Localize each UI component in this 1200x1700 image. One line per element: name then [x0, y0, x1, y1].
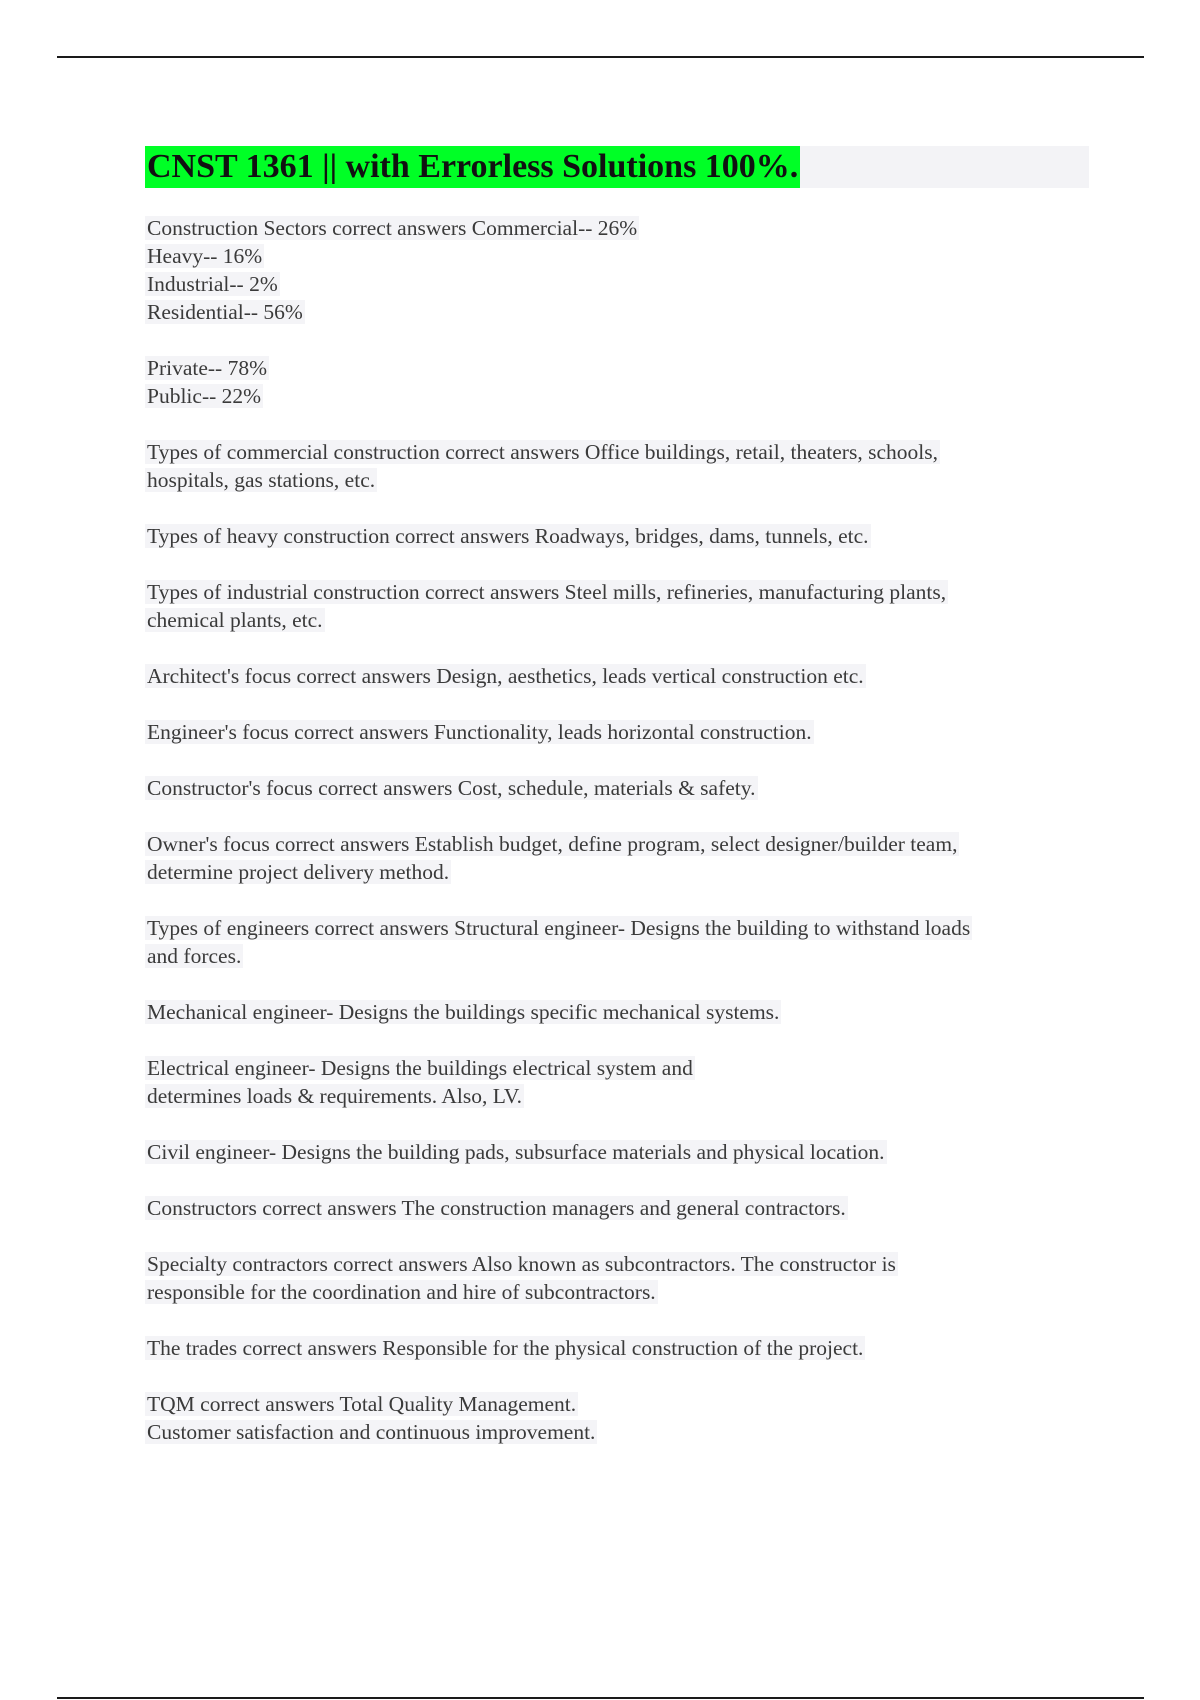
qa-paragraph	[145, 662, 1105, 690]
text-line-content: Public-- 22%	[147, 384, 262, 408]
text-line	[145, 1082, 1105, 1110]
text-line-content: chemical plants, etc.	[147, 608, 323, 632]
text-line	[145, 1194, 1105, 1222]
text-line	[145, 1418, 1105, 1446]
text-line	[145, 214, 1105, 242]
text-line	[145, 242, 1105, 270]
text-line	[145, 354, 1105, 382]
text-line-content: Engineer's focus correct answers Functionality, leads horizontal construction.	[147, 720, 812, 744]
document-body	[145, 214, 1105, 1474]
text-line-content: Mechanical engineer- Designs the buildings specific mechanical systems.	[147, 1000, 780, 1024]
text-line-content: Types of engineers correct answers Structural engineer- Designs the building to withstand loads	[147, 916, 971, 940]
text-line	[145, 858, 1105, 886]
qa-paragraph	[145, 1054, 1105, 1110]
text-line	[145, 942, 1105, 970]
qa-paragraph	[145, 1138, 1105, 1166]
text-line-content: determine project delivery method.	[147, 860, 450, 884]
text-line-content: Customer satisfaction and continuous improvement.	[147, 1420, 596, 1444]
text-line-content: Types of commercial construction correct answers Office buildings, retail, theaters, schools,	[147, 440, 938, 464]
text-line	[145, 662, 1105, 690]
text-line	[145, 522, 1105, 550]
qa-paragraph	[145, 214, 1105, 326]
qa-paragraph	[145, 522, 1105, 550]
top-rule	[57, 56, 1144, 58]
qa-paragraph	[145, 1250, 1105, 1306]
text-line	[145, 606, 1105, 634]
text-line	[145, 1250, 1105, 1278]
text-line-content: Heavy-- 16%	[147, 244, 263, 268]
text-line	[145, 914, 1105, 942]
qa-paragraph	[145, 774, 1105, 802]
text-line-content: Civil engineer- Designs the building pads, subsurface materials and physical location.	[147, 1140, 885, 1164]
text-line-content: and forces.	[147, 944, 242, 968]
text-line-content: determines loads & requirements. Also, LV.	[147, 1084, 523, 1108]
text-line	[145, 1138, 1105, 1166]
text-line-content: Electrical engineer- Designs the buildings electrical system and	[147, 1056, 693, 1080]
qa-paragraph	[145, 718, 1105, 746]
qa-paragraph	[145, 1194, 1105, 1222]
text-line-content: Residential-- 56%	[147, 300, 303, 324]
text-line-content: Types of industrial construction correct answers Steel mills, refineries, manufacturing plants,	[147, 580, 947, 604]
qa-paragraph	[145, 438, 1105, 494]
qa-paragraph	[145, 1390, 1105, 1446]
text-line-content: Construction Sectors correct answers Commercial-- 26%	[147, 216, 638, 240]
text-line-content: Types of heavy construction correct answers Roadways, bridges, dams, tunnels, etc.	[147, 524, 869, 548]
text-line-content: Constructor's focus correct answers Cost, schedule, materials & safety.	[147, 776, 756, 800]
text-line	[145, 998, 1105, 1026]
text-line-content: The trades correct answers Responsible for the physical construction of the project.	[147, 1336, 864, 1360]
text-line-content: TQM correct answers Total Quality Management.	[147, 1392, 577, 1416]
qa-paragraph	[145, 998, 1105, 1026]
text-line	[145, 578, 1105, 606]
text-line	[145, 438, 1105, 466]
text-line-content: Industrial-- 2%	[147, 272, 278, 296]
text-line	[145, 382, 1105, 410]
text-line	[145, 1054, 1105, 1082]
text-line-content: responsible for the coordination and hire of subcontractors.	[147, 1280, 656, 1304]
text-line-content: Architect's focus correct answers Design, aesthetics, leads vertical construction etc.	[147, 664, 864, 688]
qa-paragraph	[145, 1334, 1105, 1362]
text-line	[145, 718, 1105, 746]
text-line	[145, 1390, 1105, 1418]
text-line	[145, 466, 1105, 494]
text-line	[145, 1334, 1105, 1362]
document-title: CNST 1361 || with Errorless Solutions 100%.	[145, 146, 800, 188]
text-line-content: Private-- 78%	[147, 356, 268, 380]
qa-paragraph	[145, 354, 1105, 410]
text-line-content: Owner's focus correct answers Establish budget, define program, select designer/builder team,	[147, 832, 958, 856]
text-line-content: Specialty contractors correct answers Also known as subcontractors. The constructor is	[147, 1252, 896, 1276]
text-line	[145, 774, 1105, 802]
qa-paragraph	[145, 830, 1105, 886]
qa-paragraph	[145, 914, 1105, 970]
text-line	[145, 270, 1105, 298]
text-line	[145, 298, 1105, 326]
text-line	[145, 830, 1105, 858]
text-line-content: Constructors correct answers The construction managers and general contractors.	[147, 1196, 846, 1220]
bottom-rule	[57, 1697, 1144, 1699]
text-line	[145, 1278, 1105, 1306]
qa-paragraph	[145, 578, 1105, 634]
text-line-content: hospitals, gas stations, etc.	[147, 468, 376, 492]
